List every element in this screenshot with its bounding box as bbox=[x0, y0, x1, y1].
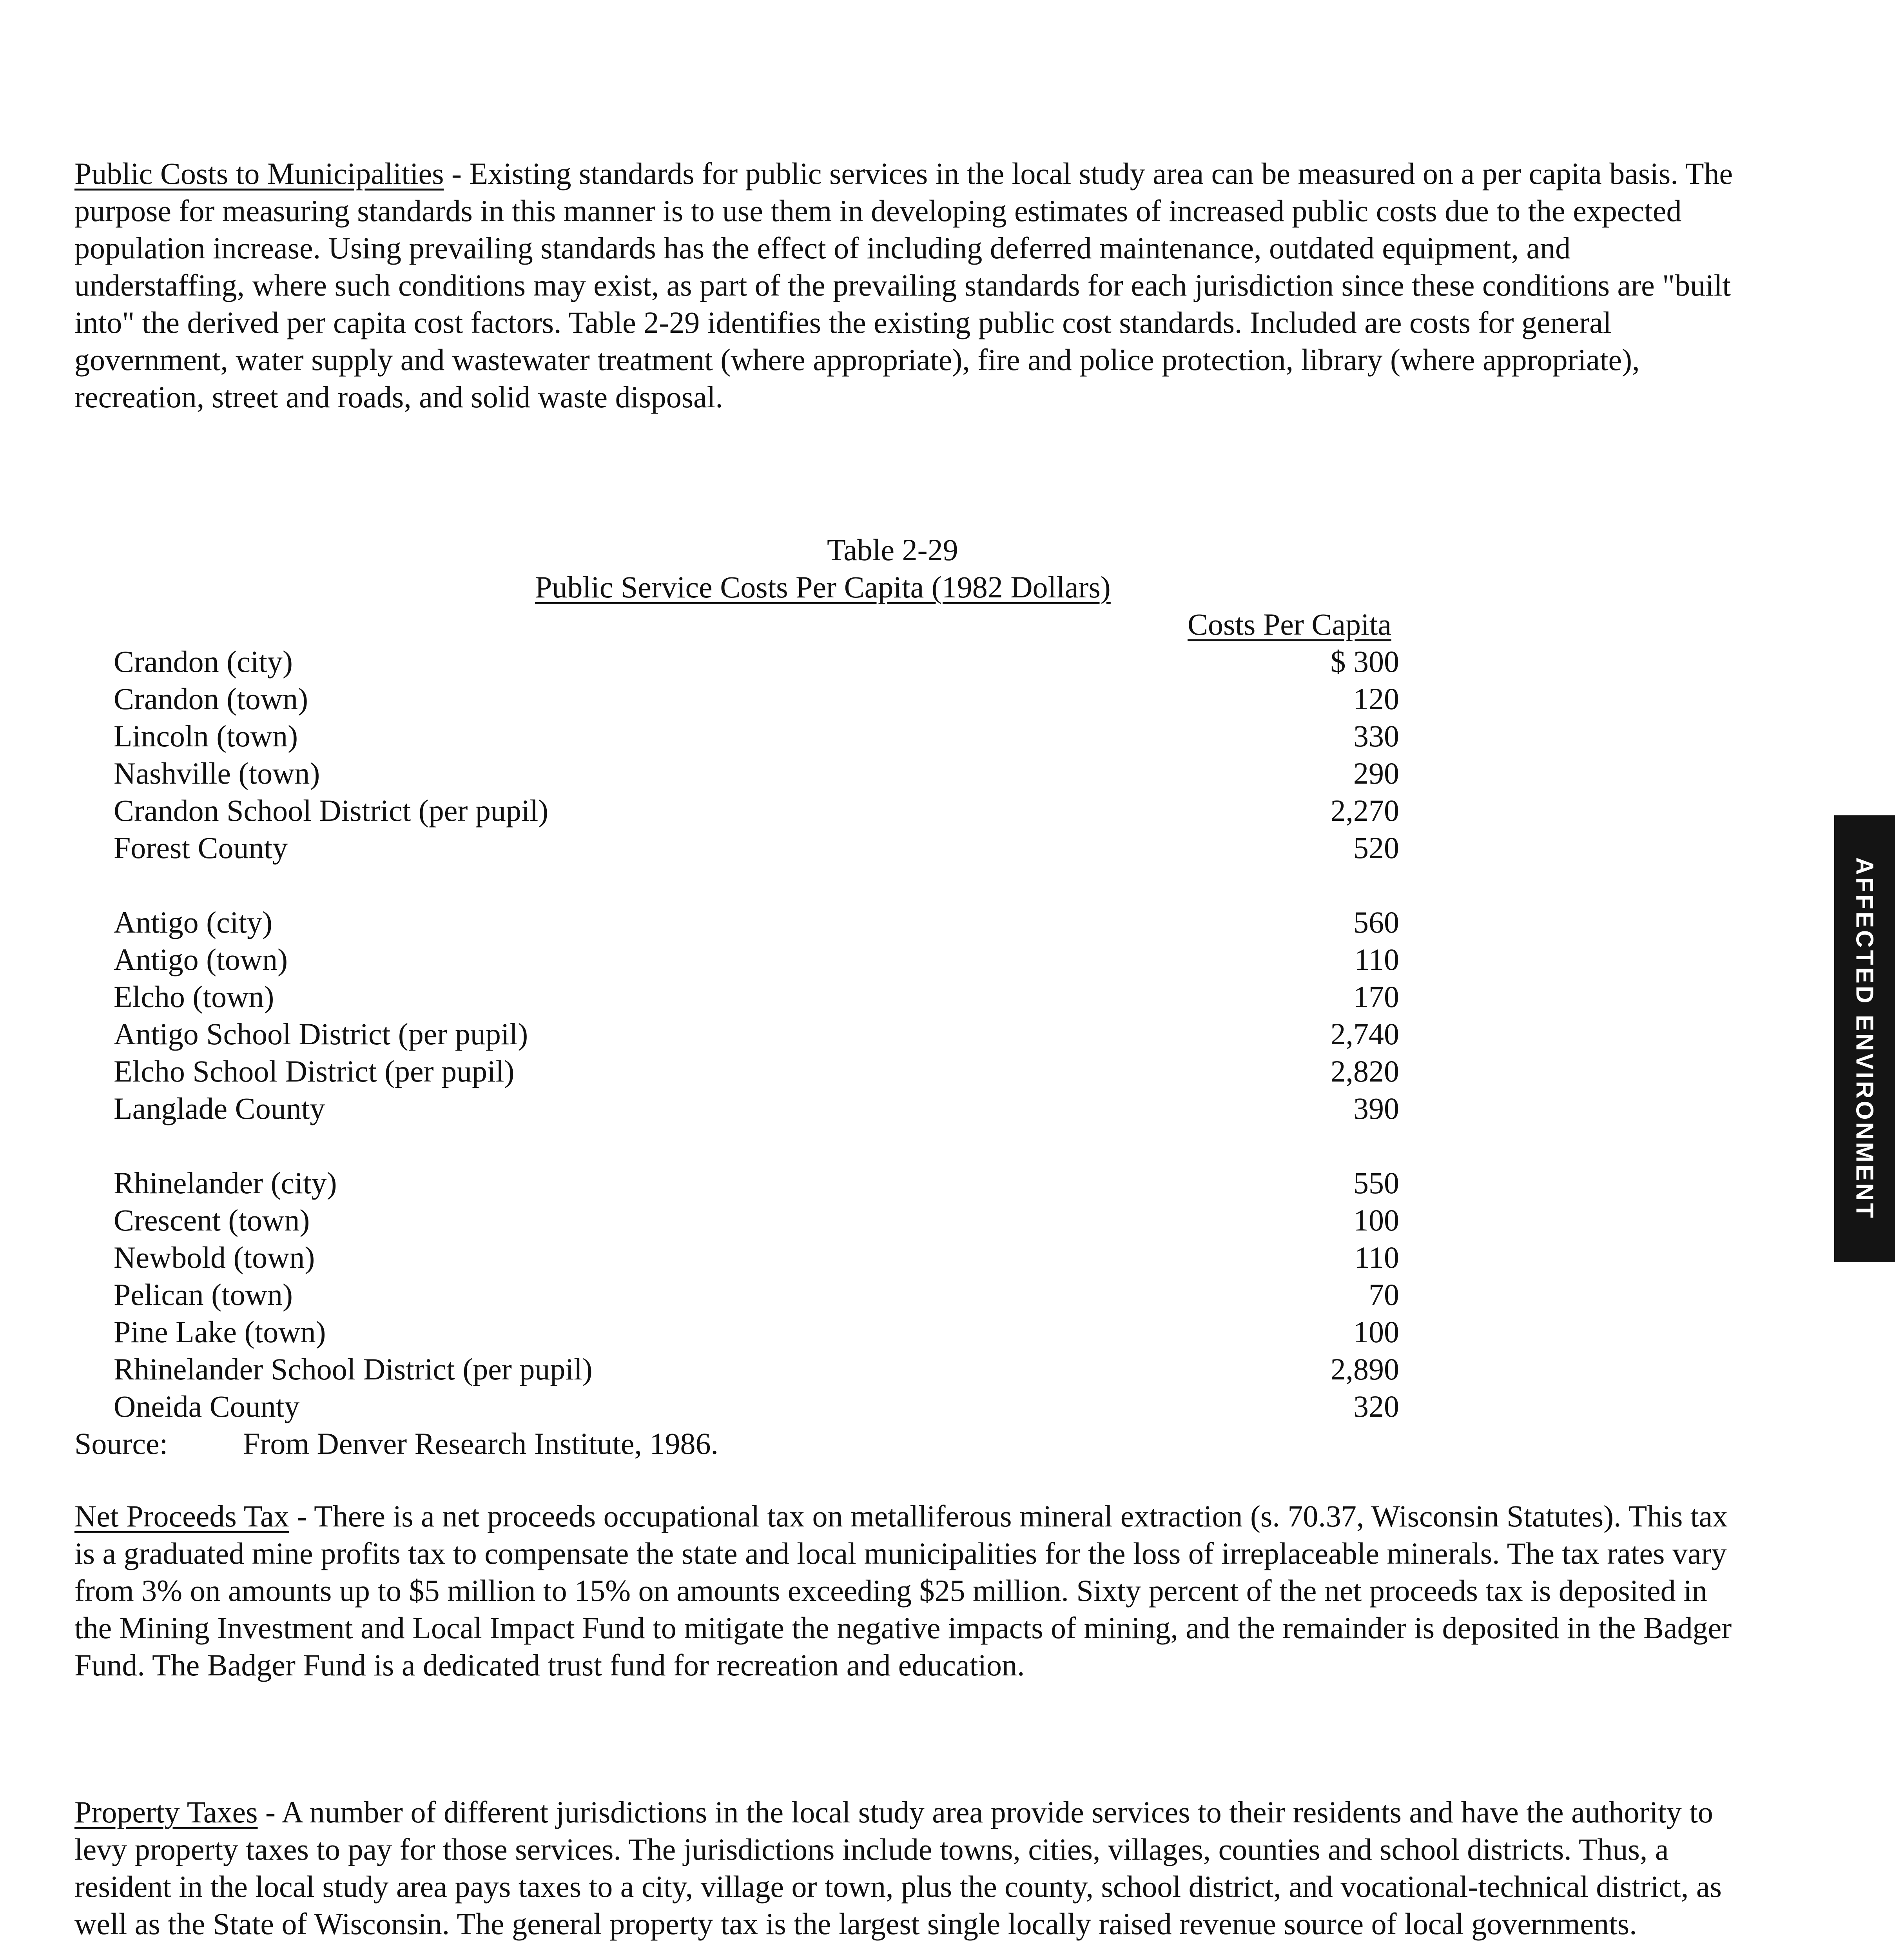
row-value: 100 bbox=[1353, 1203, 1399, 1237]
row-name: Pelican (town) bbox=[114, 1278, 293, 1312]
table-number-text: Table 2-29 bbox=[827, 533, 958, 567]
paragraph-body: - There is a net proceeds occupational tax on metalliferous mineral extraction (s. 70.37, Wisconsin Statutes). This tax is a graduated mine profits tax to compensate the state and local municipalities for the loss of irreplaceable minerals. The tax rates vary from 3% on amounts up to $5 million to 15% on amounts exceeding $25 million. Sixty percent of the net proceeds tax is deposited in the Mining Investment and Local Impact Fund to mitigate the negative impacts of mining, and the remainder is deposited in the Badger Fund. The Badger Fund is a dedicated trust fund for recreation and education. bbox=[74, 1499, 1732, 1682]
table-row bbox=[114, 792, 1399, 829]
row-name: Elcho School District (per pupil) bbox=[114, 1054, 515, 1088]
paragraph-body: - Existing standards for public services in the local study area can be measured on a per capita basis. The purpose for measuring standards in this manner is to use them in developing estimates of increased public costs due to the expected population increase. Using prevailing standards has the effect of including deferred maintenance, outdated equipment, and understaffing, where such conditions may exist, as part of the prevailing standards for each jurisdiction since these conditions are "built into" the derived per capita cost factors. Table 2-29 identifies the existing public cost standards. Included are costs for general government, water supply and wastewater treatment (where appropriate), fire and police protection, library (where appropriate), recreation, street and roads, and solid waste disposal. bbox=[74, 156, 1733, 414]
table-row bbox=[114, 717, 1399, 755]
paragraph-public-costs bbox=[74, 155, 1736, 416]
row-name: Langlade County bbox=[114, 1091, 325, 1125]
row-name: Crescent (town) bbox=[114, 1203, 310, 1237]
row-value: 320 bbox=[1353, 1389, 1399, 1423]
table-row bbox=[114, 755, 1399, 792]
row-value: 290 bbox=[1353, 756, 1399, 790]
table-row bbox=[114, 904, 1399, 941]
table-row bbox=[114, 1350, 1399, 1388]
row-name: Lincoln (town) bbox=[114, 719, 298, 753]
row-name: Nashville (town) bbox=[114, 756, 320, 790]
row-value: 2,740 bbox=[1330, 1017, 1399, 1051]
row-value: $ 300 bbox=[1330, 644, 1399, 679]
table-row bbox=[114, 1090, 1399, 1127]
row-value: 70 bbox=[1369, 1278, 1399, 1312]
row-name: Rhinelander (city) bbox=[114, 1166, 337, 1200]
table-row bbox=[114, 680, 1399, 717]
table-row bbox=[114, 1015, 1399, 1053]
row-name: Crandon (town) bbox=[114, 682, 308, 716]
section-side-tab bbox=[1834, 815, 1895, 1262]
row-name: Elcho (town) bbox=[114, 980, 274, 1014]
row-value: 110 bbox=[1354, 1240, 1399, 1274]
row-value: 2,890 bbox=[1330, 1352, 1399, 1386]
heading-public-costs: Public Costs to Municipalities bbox=[74, 156, 444, 191]
source-text: From Denver Research Institute, 1986. bbox=[243, 1426, 719, 1461]
table-row bbox=[114, 1276, 1399, 1313]
row-name: Rhinelander School District (per pupil) bbox=[114, 1352, 593, 1386]
source-label: Source: bbox=[74, 1426, 168, 1461]
row-name: Antigo School District (per pupil) bbox=[114, 1017, 528, 1051]
row-value: 2,820 bbox=[1330, 1054, 1399, 1088]
row-value: 110 bbox=[1354, 942, 1399, 976]
row-value: 170 bbox=[1353, 980, 1399, 1014]
table-row bbox=[114, 1053, 1399, 1090]
table-source bbox=[74, 1425, 718, 1462]
row-value: 120 bbox=[1353, 682, 1399, 716]
row-name: Pine Lake (town) bbox=[114, 1315, 326, 1349]
row-value: 100 bbox=[1353, 1315, 1399, 1349]
table-row bbox=[114, 978, 1399, 1015]
row-value: 2,270 bbox=[1330, 793, 1399, 828]
row-name: Oneida County bbox=[114, 1389, 300, 1423]
row-name: Newbold (town) bbox=[114, 1240, 315, 1274]
column-header-costs: Costs Per Capita bbox=[1188, 607, 1391, 641]
row-name: Crandon (city) bbox=[114, 644, 293, 679]
table-row bbox=[114, 1313, 1399, 1350]
row-value: 550 bbox=[1353, 1166, 1399, 1200]
table-row bbox=[114, 941, 1399, 978]
row-name: Antigo (town) bbox=[114, 942, 288, 976]
row-name: Antigo (city) bbox=[114, 905, 273, 939]
row-value: 330 bbox=[1353, 719, 1399, 753]
table-row bbox=[114, 1164, 1399, 1201]
row-name: Forest County bbox=[114, 831, 288, 865]
table-row bbox=[114, 1201, 1399, 1239]
table-row bbox=[114, 1239, 1399, 1276]
row-value: 390 bbox=[1353, 1091, 1399, 1125]
paragraph-property-taxes bbox=[74, 1793, 1736, 1942]
table-row bbox=[114, 643, 1399, 680]
table-title-text: Public Service Costs Per Capita (1982 Dollars) bbox=[535, 570, 1111, 604]
table-row bbox=[114, 829, 1399, 866]
section-side-tab-label: AFFECTED ENVIRONMENT bbox=[1851, 857, 1878, 1220]
heading-net-proceeds: Net Proceeds Tax bbox=[74, 1499, 289, 1533]
heading-property-taxes: Property Taxes bbox=[74, 1795, 258, 1829]
paragraph-body: - A number of different jurisdictions in the local study area provide services to their residents and have the authority to levy property taxes to pay for those services. The jurisdictions include towns, cities, villages, counties and school districts. Thus, a resident in the local study area pays taxes to a city, village or town, plus the county, school district, and vocational-technical district, as well as the State of Wisconsin. The general property tax is the largest single locally raised revenue source of local governments. bbox=[74, 1795, 1722, 1941]
row-value: 520 bbox=[1353, 831, 1399, 865]
table-row bbox=[114, 1388, 1399, 1425]
row-name: Crandon School District (per pupil) bbox=[114, 793, 549, 828]
paragraph-net-proceeds bbox=[74, 1497, 1736, 1684]
row-value: 560 bbox=[1353, 905, 1399, 939]
